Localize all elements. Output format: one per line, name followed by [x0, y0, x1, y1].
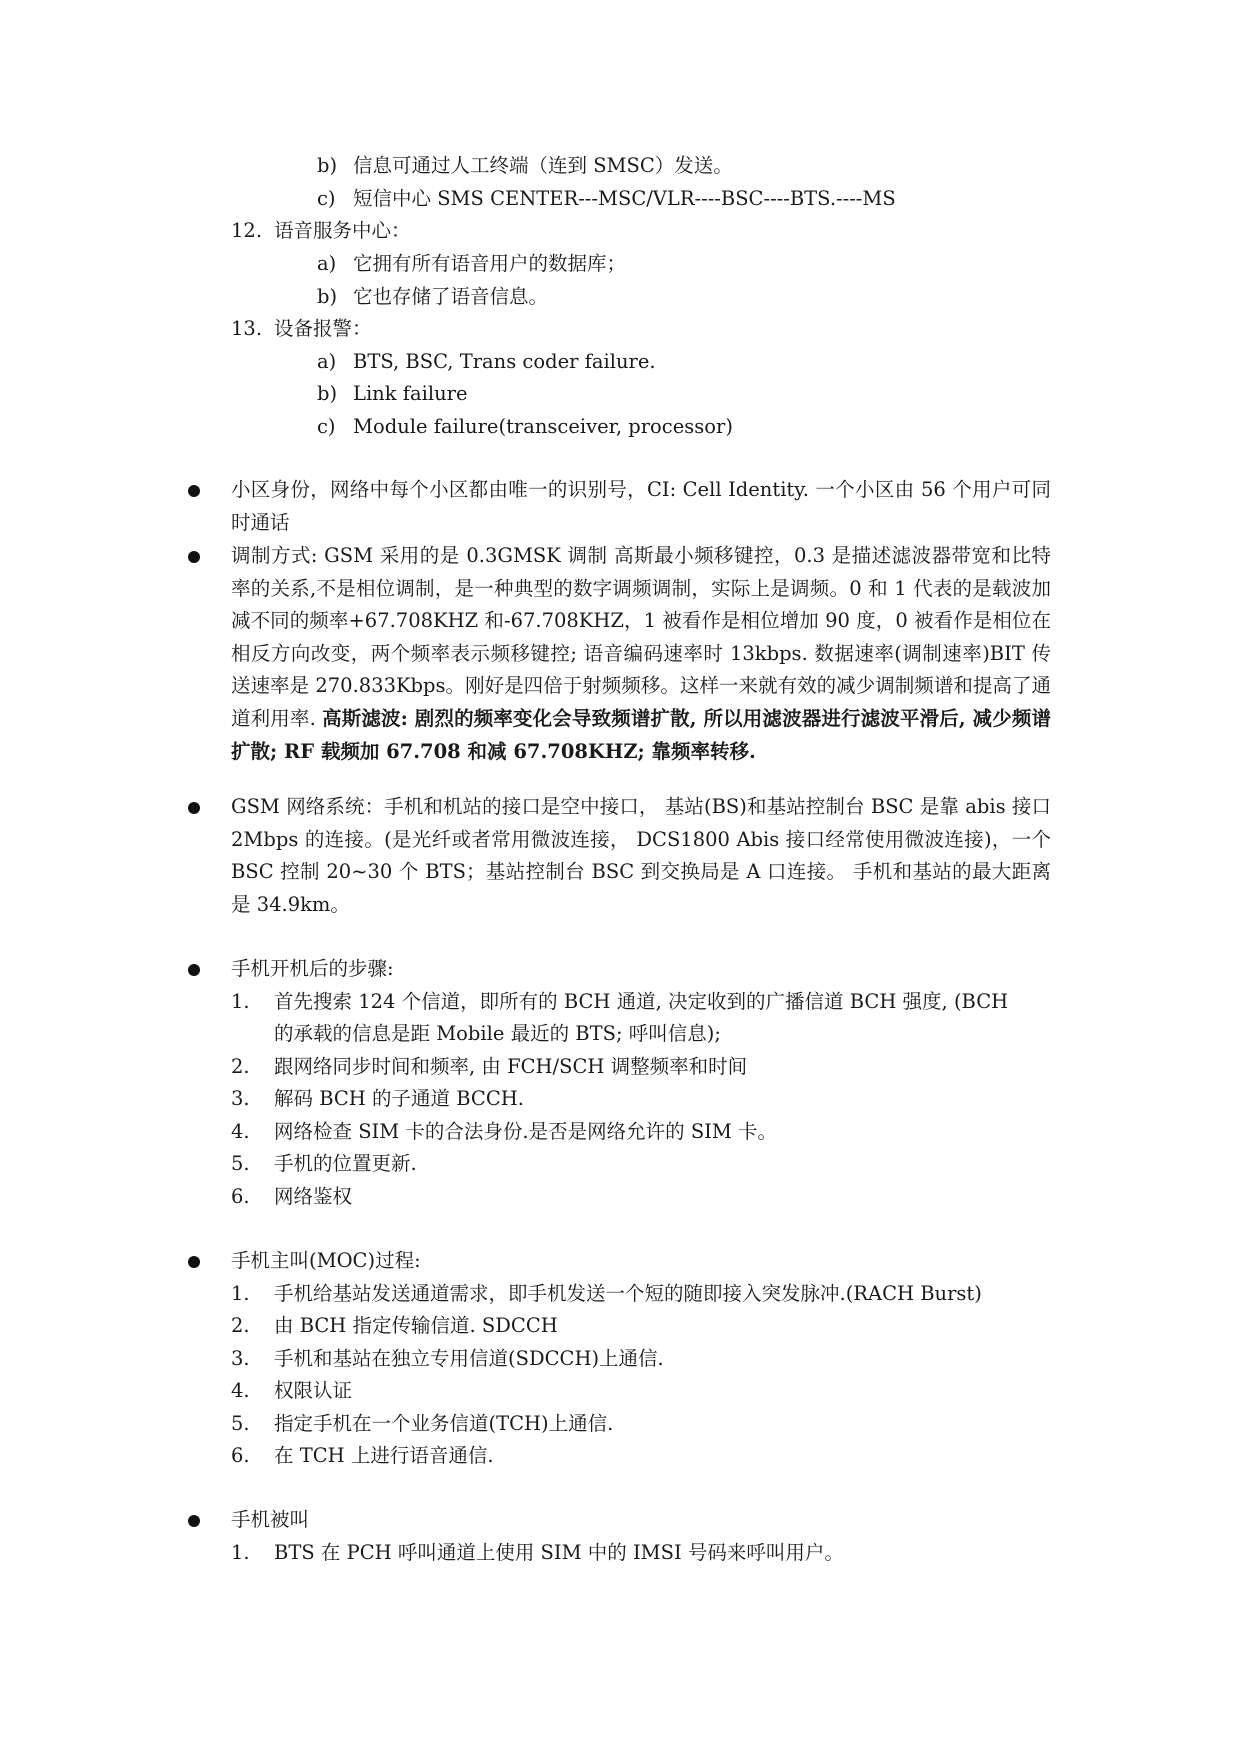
- step-text: 首先搜索 124 个信道，即所有的 BCH 通道, 决定收到的广播信道 BCH 强度, (BCH: [274, 990, 1009, 1013]
- bullet-icon: [188, 1515, 200, 1527]
- paragraph-cell-id: 小区身份，网络中每个小区都由唯一的识别号，CI: Cell Identity. 一个小区由 56 个用户可同时通话: [231, 478, 1051, 534]
- step-text: 的承载的信息是距 Mobile 最近的 BTS; 呼叫信息);: [274, 1022, 721, 1045]
- bullet-icon: [188, 485, 200, 497]
- list-item-text: 信息可通过人工终端（连到 SMSC）发送。: [353, 154, 733, 177]
- step-text: 指定手机在一个业务信道(TCH)上通信.: [274, 1412, 614, 1435]
- list-label: c): [317, 187, 336, 210]
- step-text: 网络检查 SIM 卡的合法身份.是否是网络允许的 SIM 卡。: [274, 1120, 778, 1143]
- list-item-text: 短信中心 SMS CENTER---MSC/VLR----BSC----BTS.----MS: [353, 187, 896, 210]
- step-text: 由 BCH 指定传输信道. SDCCH: [274, 1314, 558, 1337]
- step-text: 在 TCH 上进行语音通信.: [274, 1444, 494, 1467]
- step-number: 1.: [231, 990, 250, 1013]
- step-number: 3.: [231, 1347, 250, 1370]
- bullet-icon: [188, 964, 200, 976]
- list-item-text: 它也存储了语音信息。: [353, 285, 549, 308]
- list-label: a): [317, 252, 337, 275]
- bullet-icon: [188, 551, 200, 563]
- section-title: 设备报警：: [274, 317, 372, 340]
- step-number: 2.: [231, 1314, 250, 1337]
- step-number: 5.: [231, 1412, 250, 1435]
- list-item-text: 它拥有所有语音用户的数据库；: [353, 252, 627, 275]
- list-label: c): [317, 415, 336, 438]
- modulation-text: 调制方式: GSM 采用的是 0.3GMSK 调制 高斯最小频移键控，0.3 是描述滤波器带宽和比特率的关系,不是相位调制，是一种典型的数字调频调制，实际上是调频。0 和 1 代表的是载波加减不同的频率+67.708KHZ 和-67.708KHZ，1 被看作是相位增加 90 度，0 被看作是相位在相反方向改变，两个频率表示频移键控; 语音编码速率时 13kbps. 数据速率(调制速率)BIT 传送速率是 270.833Kbps。刚好是四倍于射频频移。这样一来就有效的减少调制频谱和提高了通道利用率.: [231, 544, 1051, 730]
- list-item-text: Module failure(transceiver, processor): [353, 415, 733, 438]
- step-number: 3.: [231, 1087, 250, 1110]
- list-label: b): [317, 154, 338, 177]
- step-text: 网络鉴权: [274, 1185, 353, 1208]
- step-number: 4.: [231, 1379, 250, 1402]
- section-title: 手机开机后的步骤:: [231, 957, 394, 980]
- step-text: 解码 BCH 的子通道 BCCH.: [274, 1087, 524, 1110]
- section-title: 手机主叫(MOC)过程:: [231, 1249, 421, 1272]
- step-number: 6.: [231, 1444, 250, 1467]
- step-number: 5.: [231, 1152, 250, 1175]
- step-text: 手机的位置更新.: [274, 1152, 417, 1175]
- section-number: 12.: [231, 219, 263, 242]
- section-title: 语音服务中心：: [274, 219, 411, 242]
- list-item-text: Link failure: [353, 382, 468, 405]
- paragraph-gsm-system: GSM 网络系统：手机和机站的接口是空中接口， 基站(BS)和基站控制台 BSC 是靠 abis 接口 2Mbps 的连接。(是光纤或者常用微波连接， DCS1800 Abis 接口经常使用微波连接)，一个 BSC 控制 20~30 个 BTS；基站控制台 BSC 到交换局是 A 口连接。 手机和基站的最大距离是 34.9km。: [231, 795, 1051, 916]
- step-number: 1.: [231, 1282, 250, 1305]
- step-number: 6.: [231, 1185, 250, 1208]
- list-label: a): [317, 350, 337, 373]
- step-text: 权限认证: [274, 1379, 353, 1402]
- step-number: 4.: [231, 1120, 250, 1143]
- modulation-bold-text: 高斯滤波: 剧烈的频率变化会导致频谱扩散, 所以用滤波器进行滤波平滑后, 减少频谱扩散; RF 载频加 67.708 和减 67.708KHZ; 靠频率转移.: [231, 706, 1051, 763]
- section-title: 手机被叫: [231, 1508, 310, 1531]
- step-text: BTS 在 PCH 呼叫通道上使用 SIM 中的 IMSI 号码来呼叫用户。: [274, 1541, 844, 1564]
- section-number: 13.: [231, 317, 263, 340]
- list-label: b): [317, 382, 338, 405]
- bullet-icon: [188, 802, 200, 814]
- paragraph-modulation: [231, 540, 1051, 768]
- step-text: 跟网络同步时间和频率, 由 FCH/SCH 调整频率和时间: [274, 1055, 748, 1078]
- list-label: b): [317, 285, 338, 308]
- step-text: 手机和基站在独立专用信道(SDCCH)上通信.: [274, 1347, 664, 1370]
- step-text: 手机给基站发送通道需求，即手机发送一个短的随即接入突发脉冲.(RACH Burst): [274, 1282, 982, 1305]
- step-number: 2.: [231, 1055, 250, 1078]
- step-number: 1.: [231, 1541, 250, 1564]
- bullet-icon: [188, 1256, 200, 1268]
- list-item-text: BTS, BSC, Trans coder failure.: [353, 350, 656, 373]
